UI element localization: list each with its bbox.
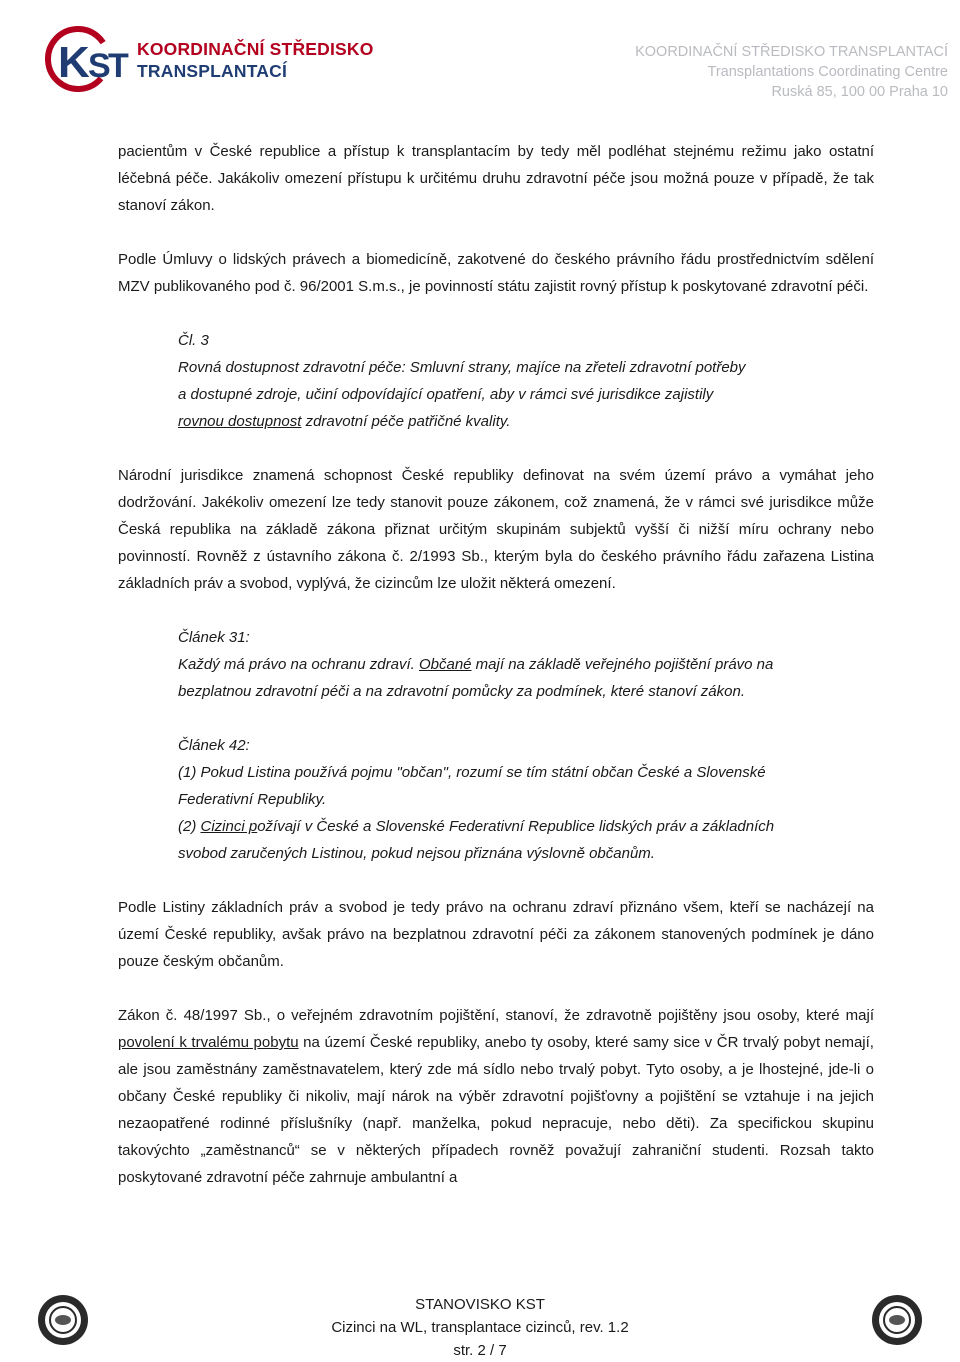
article-42-line-3-b: ožívají v České a Slovenské Federativní Republice lidských práv a základních [257,818,775,835]
org-name: KOORDINAČNÍ STŘEDISKO TRANSPLANTACÍ [635,44,948,60]
paragraph-3: Národní jurisdikce znamená schopnost České republiky definovat na svém území právo a vymáhat jeho dodržování. Jakékoliv omezení lze tedy stanovit pouze zákonem, což znamená, že v rámci své jurisdikce může Česká republika na základě zákona přiznat určitým skupinám subjektů vyšší či nižší míru ochrany nebo povinností. Rovněž z ústavního zákona č. 2/1993 Sb., kterým byla do českého právního řádu zařazena Listina základních práv a svobod, vyplývá, že cizincům lze uložit některá omezení. [118,467,874,592]
article-42-line-3-a: (2) [178,818,201,835]
article-31-line-1-b: mají na základě veřejného pojištění právo na [471,656,774,673]
document-body [118,138,874,1191]
org-name-english: Transplantations Coordinating Centre [707,64,948,80]
page-footer [0,1285,960,1357]
logo-wordmark [137,38,374,82]
article-31-line-2: bezplatnou zdravotní péči a na zdravotní pomůcky za podmínek, které stanoví zákon. [178,683,745,700]
article-3-underlined: rovnou dostupnost [178,413,302,430]
footer-text [0,1293,960,1362]
article-3-line-1: Rovná dostupnost zdravotní péče: Smluvní strany, majíce na zřeteli zdravotní potřeby [178,359,746,376]
header-org-info [635,42,948,102]
article-42-heading: Článek 42: [178,737,250,754]
article-42-quote [178,732,874,867]
logo-line-2: TRANSPLANTACÍ [137,61,288,81]
logo-line-1: KOORDINAČNÍ STŘEDISKO [137,39,374,59]
certification-seal-icon [870,1293,924,1347]
page-header [0,0,960,120]
article-3-line-3 [178,408,874,435]
article-42-line-4: svobod zaručených Listinou, pokud nejsou přiznána výslovně občanům. [178,845,655,862]
paragraph-5-underlined: povolení k trvalému pobytu [118,1034,299,1051]
article-42-line-2: Federativní Republiky. [178,791,327,808]
paragraph-5 [118,1002,874,1191]
paragraph-5-b: na území České republiky, anebo ty osoby, které samy sice v ČR trvalý pobyt nemají, ale jsou zaměstnány zaměstnavatelem, který zde má sídlo nebo trvalý pobyt. Tyto osoby, a je lhostejné, jde-li o občany České republiky či nikoliv, mají nárok na výběr zdravotní pojišťovny a pojištění se vztahuje i na jejich nezaopatřené rodinné příslušníky (např. manželka, pokud nepracuje, nebo děti). Za specifickou skupinu takovýchto „zaměstnanců“ se v některých případech rovněž považují zahraniční studenti. Rozsah takto poskytované zdravotní péče zahrnuje ambulantní a [118,1034,874,1186]
article-31-line-1-a: Každý má právo na ochranu zdraví. [178,656,419,673]
kst-logo-icon [44,22,130,96]
svg-text:S: S [88,47,111,85]
article-3-quote [178,327,874,435]
article-3-heading: Čl. 3 [178,332,209,349]
footer-title: STANOVISKO KST [415,1296,545,1313]
article-31-heading: Článek 31: [178,629,250,646]
article-42-line-3 [178,813,874,840]
svg-text:T: T [108,47,129,85]
article-42-underlined: Cizinci p [200,818,258,835]
paragraph-2: Podle Úmluvy o lidských právech a biomedicíně, zakotvené do českého právního řádu prostřednictvím sdělení MZV publikovaného pod č. 96/2001 S.m.s., je povinností státu zajistit rovný přístup k poskytované zdravotní péči. [118,251,874,295]
svg-text:K: K [58,38,90,87]
paragraph-5-a: Zákon č. 48/1997 Sb., o veřejném zdravotním pojištění, stanoví, že zdravotně pojištěny jsou osoby, které mají [118,1007,874,1024]
article-31-quote [178,624,874,705]
article-31-line-1 [178,651,874,678]
footer-page-number: str. 2 / 7 [453,1342,507,1359]
article-31-underlined: Občané [418,656,472,673]
paragraph-1: pacientům v České republice a přístup k transplantacím by tedy měl podléhat stejnému režimu jako ostatní léčebná péče. Jakákoliv omezení přístupu k určitému druhu zdravotní péče jsou možná pouze v případě, že tak stanoví zákon. [118,143,874,214]
footer-document-name: Cizinci na WL, transplantace cizinců, rev. 1.2 [331,1319,629,1336]
paragraph-4: Podle Listiny základních práv a svobod je tedy právo na ochranu zdraví přiznáno všem, kteří se nacházejí na území České republiky, avšak právo na bezplatnou zdravotní péči za zákonem stanovených podmínek je dáno pouze českým občanům. [118,899,874,970]
article-3-line-2: a dostupné zdroje, učiní odpovídající opatření, aby v rámci své jurisdikce zajistily [178,386,714,403]
org-address: Ruská 85, 100 00 Praha 10 [771,84,948,100]
article-3-line-3-rest: zdravotní péče patřičné kvality. [301,413,511,430]
article-42-line-1: (1) Pokud Listina používá pojmu "občan", rozumí se tím státní občan České a Slovenské [178,764,766,781]
